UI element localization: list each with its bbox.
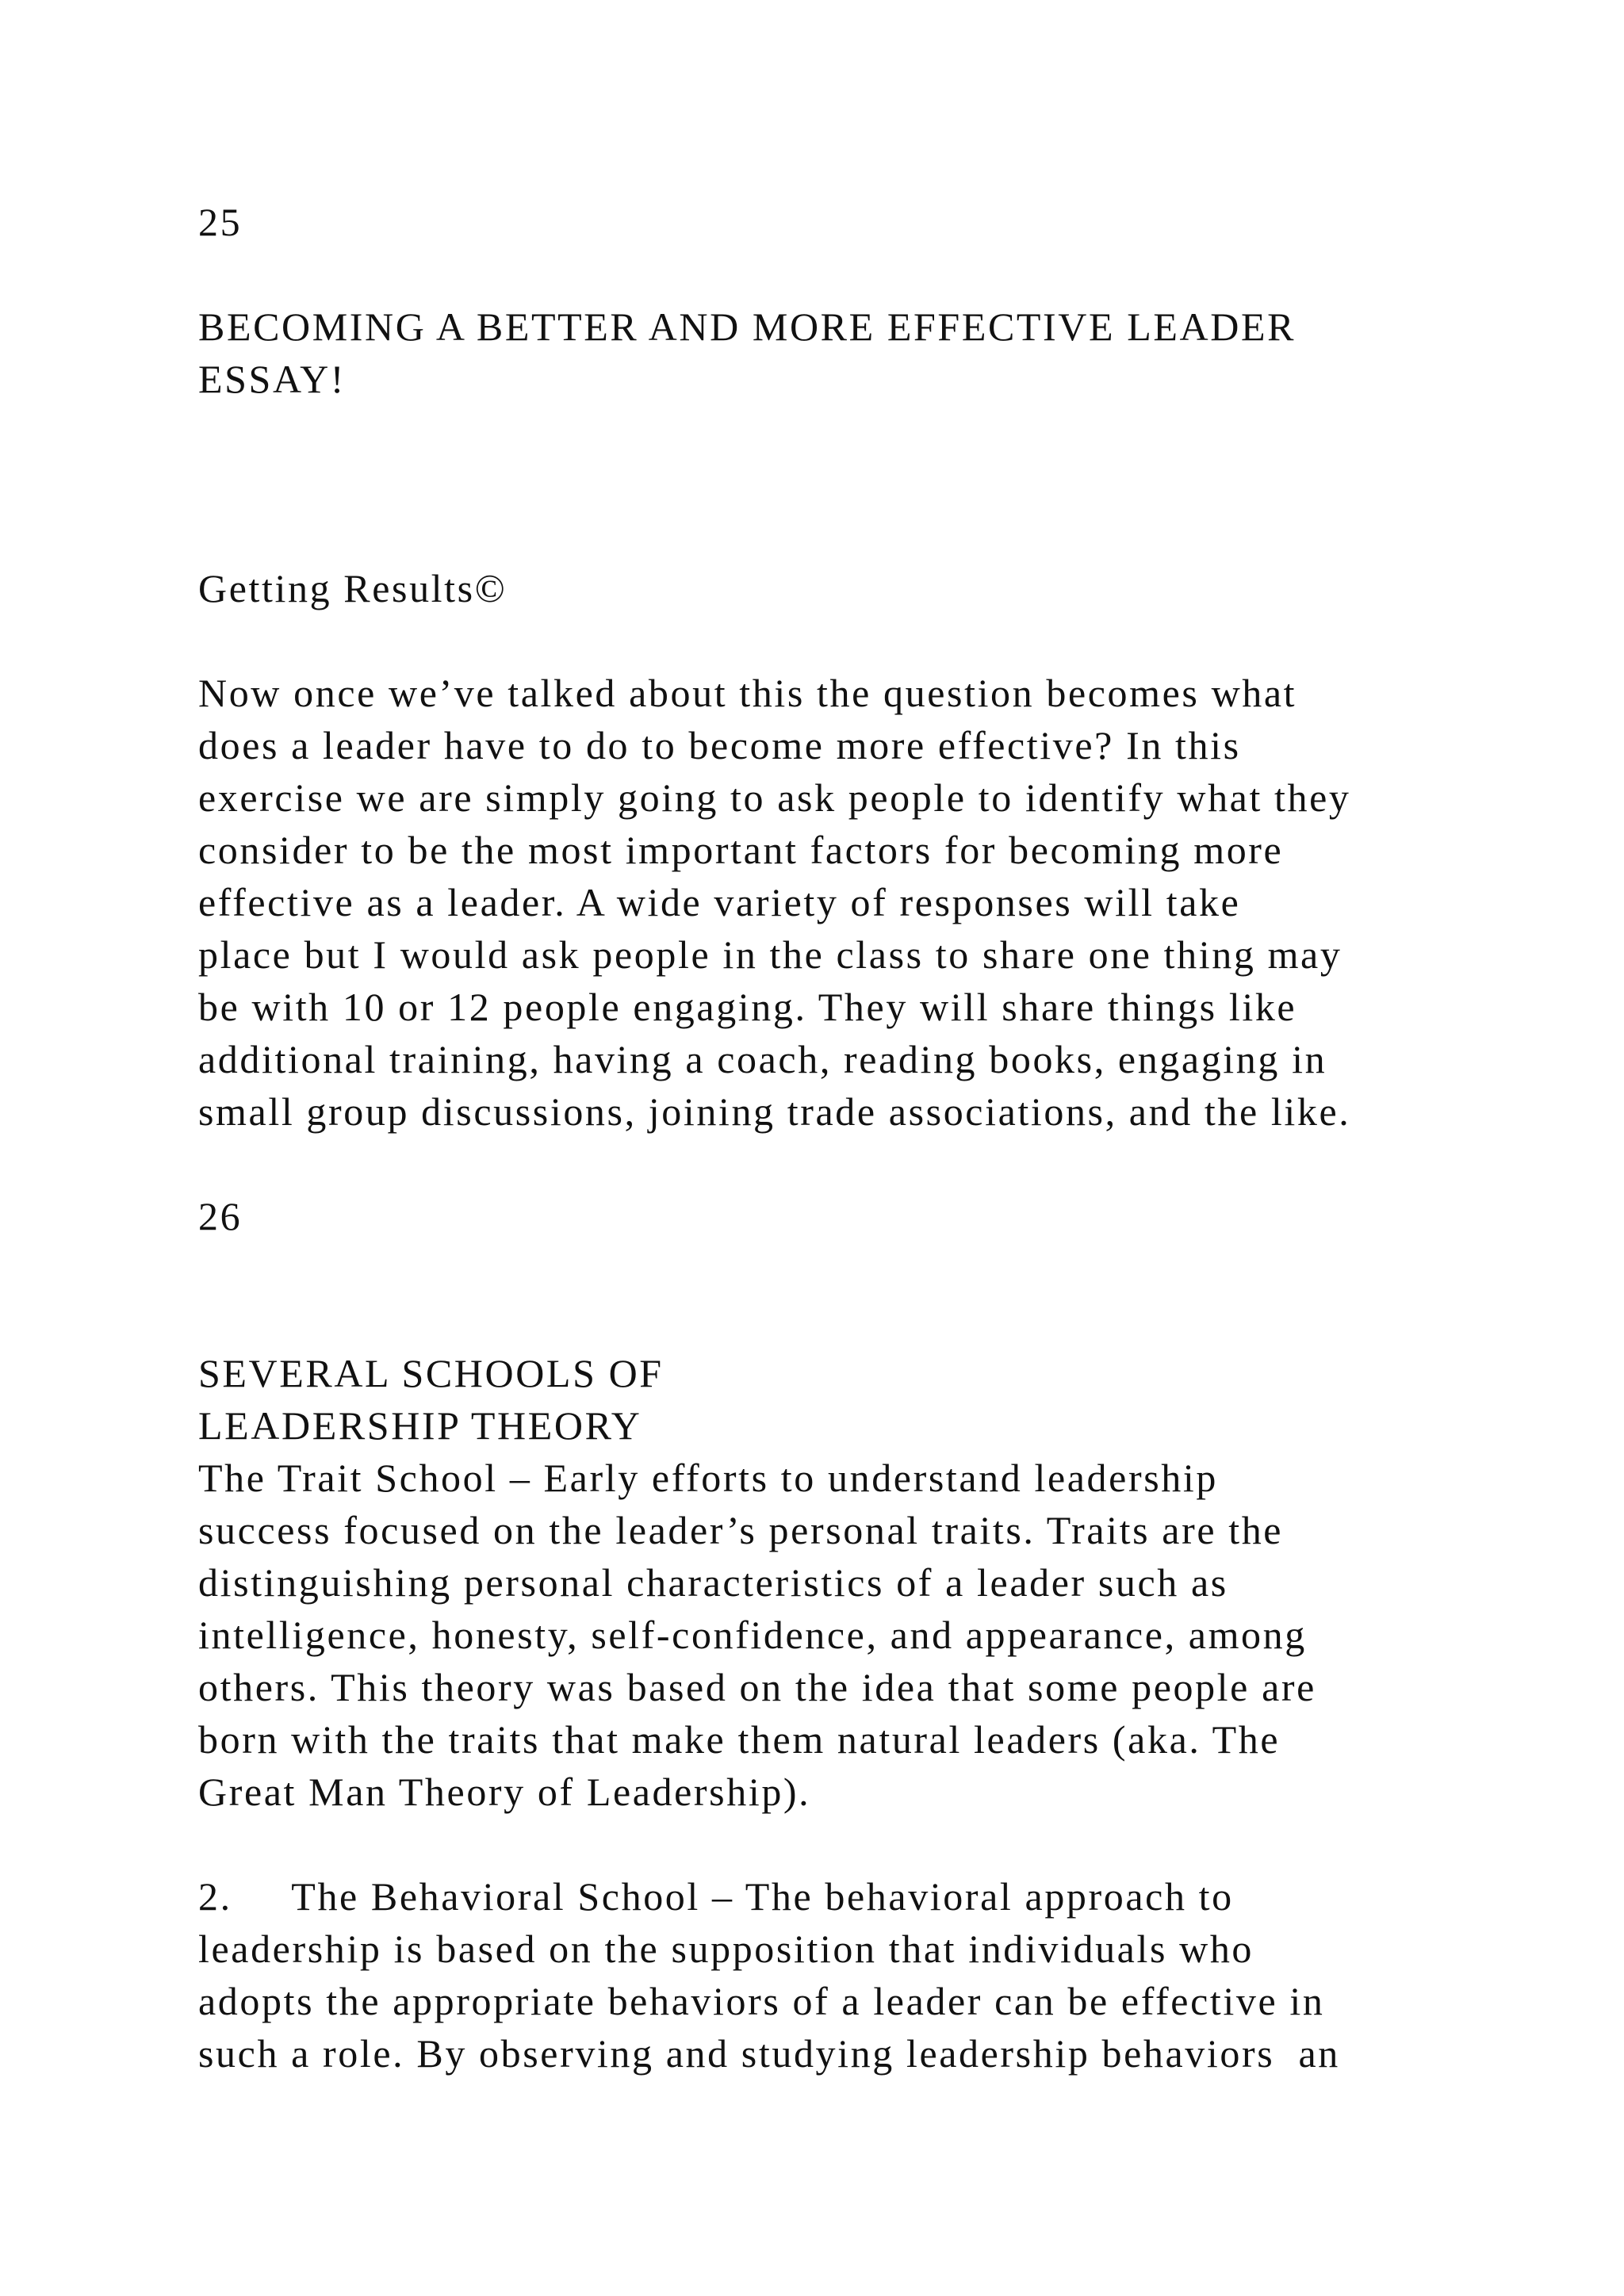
paragraph-line: does a leader have to do to become more effective? In this (198, 723, 1241, 767)
heading-line: LEADERSHIP THEORY (198, 1403, 642, 1448)
paragraph-line: exercise we are simply going to ask people to identify what they (198, 775, 1351, 820)
paragraph-line: intelligence, honesty, self-confidence, and appearance, among (198, 1613, 1307, 1657)
paragraph-line: such a role. By observing and studying leadership behaviors an (198, 2031, 1340, 2076)
paragraph-line: success focused on the leader’s personal traits. Traits are the (198, 1508, 1284, 1552)
paragraph-line: additional training, having a coach, reading books, engaging in (198, 1037, 1327, 1081)
list-item-line: 2. The Behavioral School – The behavioral approach to (198, 1874, 1234, 1919)
paragraph-line: effective as a leader. A wide variety of responses will take (198, 880, 1241, 924)
page-number: 25 (198, 200, 243, 244)
paragraph-line: consider to be the most important factors for becoming more (198, 828, 1284, 872)
paragraph-line: adopts the appropriate behaviors of a leader can be effective in (198, 1979, 1325, 2023)
page-number: 26 (198, 1194, 243, 1238)
paragraph-line: others. This theory was based on the idea that some people are (198, 1665, 1316, 1709)
paragraph-line: leadership is based on the supposition that individuals who (198, 1927, 1254, 1971)
paragraph-line: Now once we’ve talked about this the question becomes what (198, 671, 1297, 715)
paragraph-line: distinguishing personal characteristics of a leader such as (198, 1560, 1228, 1605)
heading-line: ESSAY! (198, 357, 347, 401)
heading-line: BECOMING A BETTER AND MORE EFFECTIVE LEADER (198, 304, 1297, 349)
paragraph-line: small group discussions, joining trade associations, and the like. (198, 1089, 1351, 1134)
subheading: Getting Results© (198, 566, 508, 610)
paragraph-line: The Trait School – Early efforts to understand leadership (198, 1456, 1218, 1500)
paragraph-line: be with 10 or 12 people engaging. They will share things like (198, 985, 1297, 1029)
heading-line: SEVERAL SCHOOLS OF (198, 1351, 664, 1395)
paragraph-line: place but I would ask people in the class to share one thing may (198, 932, 1342, 977)
paragraph-line: Great Man Theory of Leadership). (198, 1770, 811, 1814)
paragraph-line: born with the traits that make them natural leaders (aka. The (198, 1717, 1281, 1762)
